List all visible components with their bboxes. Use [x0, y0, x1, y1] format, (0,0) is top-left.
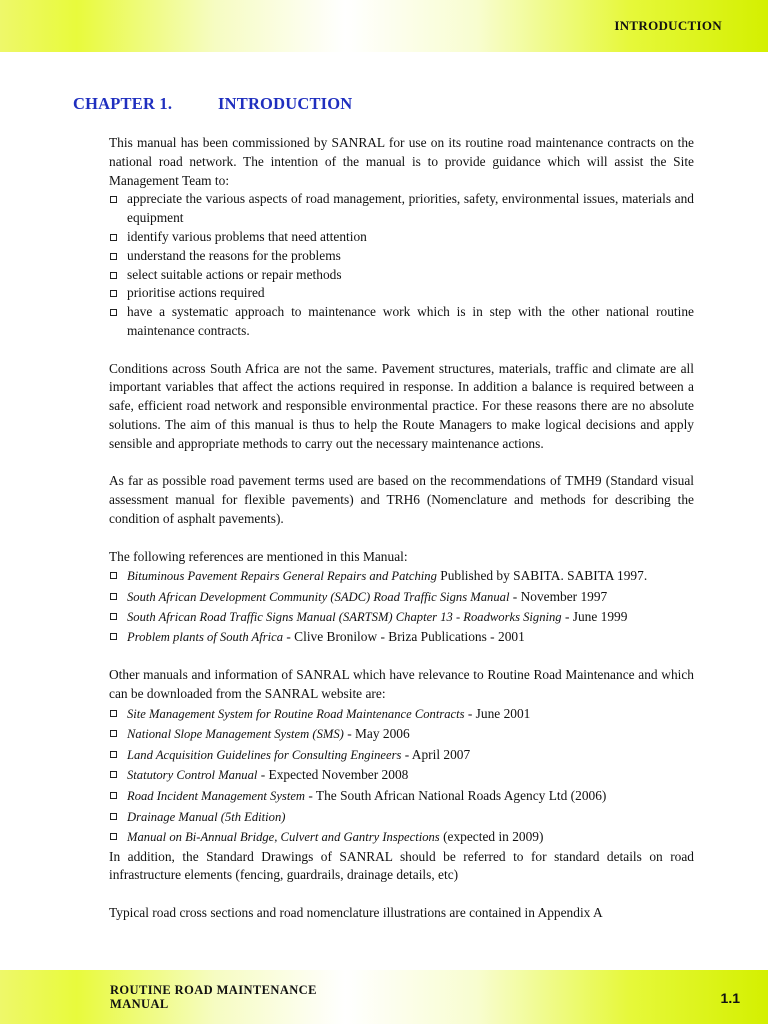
- references-list: [109, 566, 694, 647]
- reference-detail: - June 1999: [561, 608, 628, 624]
- manual-detail: - April 2007: [401, 746, 471, 762]
- reference-item: [109, 627, 694, 647]
- reference-title: South African Road Traffic Signs Manual (SARTSM) Chapter 13 - Roadworks Signing: [127, 609, 562, 624]
- list-item: identify various problems that need attention: [109, 228, 694, 247]
- manual-item: [109, 827, 694, 848]
- appendix-note: Typical road cross sections and road nomenclature illustrations are contained in Appendix A: [109, 905, 603, 921]
- running-header: INTRODUCTION: [614, 18, 722, 33]
- manual-title: National Slope Management System (SMS): [127, 727, 344, 742]
- reference-detail: - Clive Bronilow - Briza Publications - 2001: [283, 628, 525, 644]
- list-item: appreciate the various aspects of road management, priorities, safety, environmental issues, materials and equipment: [109, 190, 694, 228]
- chapter-title: INTRODUCTION: [218, 94, 353, 113]
- manual-item: [109, 745, 694, 766]
- chapter-number: CHAPTER 1.: [73, 94, 173, 113]
- reference-item: [109, 566, 694, 586]
- manual-detail: (expected in 2009): [439, 829, 544, 845]
- references-intro: The following references are mentioned in this Manual:: [109, 548, 408, 564]
- manual-title: Statutory Control Manual: [127, 768, 258, 783]
- reference-title: Bituminous Pavement Repairs General Repairs and Patching: [127, 569, 437, 584]
- manual-detail: - The South African National Roads Agency Ltd (2006): [305, 787, 607, 803]
- terms-paragraph: As far as possible road pavement terms used are based on the recommendations of TMH9 (Standard visual assessment manual for flexible pavements) and TRH6 (Nomenclature and methods for describing the condition of asphalt pavements).: [109, 473, 694, 526]
- reference-title: South African Development Community (SADC) Road Traffic Signs Manual: [127, 589, 510, 604]
- manual-item: [109, 807, 694, 828]
- manual-item: [109, 786, 694, 807]
- footer-manual-title: [110, 983, 317, 1011]
- manual-detail: - June 2001: [464, 705, 531, 721]
- conditions-paragraph: Conditions across South Africa are not the same. Pavement structures, materials, traffic and climate are all important variables that affect the actions required in response. In addition a balance is required between a safe, efficient road network and responsible environmental practice. For these reasons there are no absolute solutions. The aim of this manual is thus to help the Route Managers to make logical decisions and apply sensible and appropriate methods to carry out the necessary maintenance actions.: [109, 360, 694, 451]
- manual-title: Site Management System for Routine Road Maintenance Contracts: [127, 706, 465, 721]
- manual-title: Manual on Bi-Annual Bridge, Culvert and Gantry Inspections: [127, 830, 440, 845]
- list-item: understand the reasons for the problems: [109, 247, 694, 266]
- page-number: 1.1: [720, 990, 740, 1006]
- reference-title: Problem plants of South Africa: [127, 629, 284, 644]
- reference-detail: Published by SABITA. SABITA 1997.: [436, 568, 648, 584]
- list-item: select suitable actions or repair methods: [109, 266, 694, 285]
- other-manuals-intro: Other manuals and information of SANRAL which have relevance to Routine Road Maintenance and which can be downloaded from the SANRAL website are:: [109, 666, 694, 701]
- intro-paragraph: This manual has been commissioned by SANRAL for use on its routine road maintenance contracts on the national road network. The intention of the manual is to provide guidance which will assist the Site Management Team to:: [109, 135, 694, 188]
- manual-item: [109, 704, 694, 725]
- list-item: prioritise actions required: [109, 284, 694, 303]
- other-manuals-list: [109, 704, 694, 848]
- manual-title: Land Acquisition Guidelines for Consulting Engineers: [127, 747, 402, 762]
- intro-bullet-list: [109, 190, 694, 340]
- manual-item: [109, 724, 694, 745]
- reference-detail: - November 1997: [509, 588, 608, 604]
- reference-item: [109, 587, 694, 607]
- manual-item: [109, 765, 694, 786]
- list-item: have a systematic approach to maintenance work which is in step with the other national routine maintenance contracts.: [109, 303, 694, 341]
- manual-title: Drainage Manual (5th Edition): [127, 809, 286, 824]
- footer-title-line2: MANUAL: [110, 997, 169, 1011]
- manual-detail: - May 2006: [343, 726, 410, 742]
- chapter-heading: [73, 94, 352, 114]
- manual-title: Road Incident Management System: [127, 788, 306, 803]
- footer-title-line1: ROUTINE ROAD MAINTENANCE: [110, 983, 317, 997]
- manual-detail: - Expected November 2008: [257, 767, 409, 783]
- reference-item: [109, 607, 694, 627]
- body-content: [109, 134, 694, 923]
- standard-drawings-paragraph: In addition, the Standard Drawings of SANRAL should be referred to for standard details on road infrastructure elements (fencing, guardrails, drainage details, etc): [109, 848, 694, 883]
